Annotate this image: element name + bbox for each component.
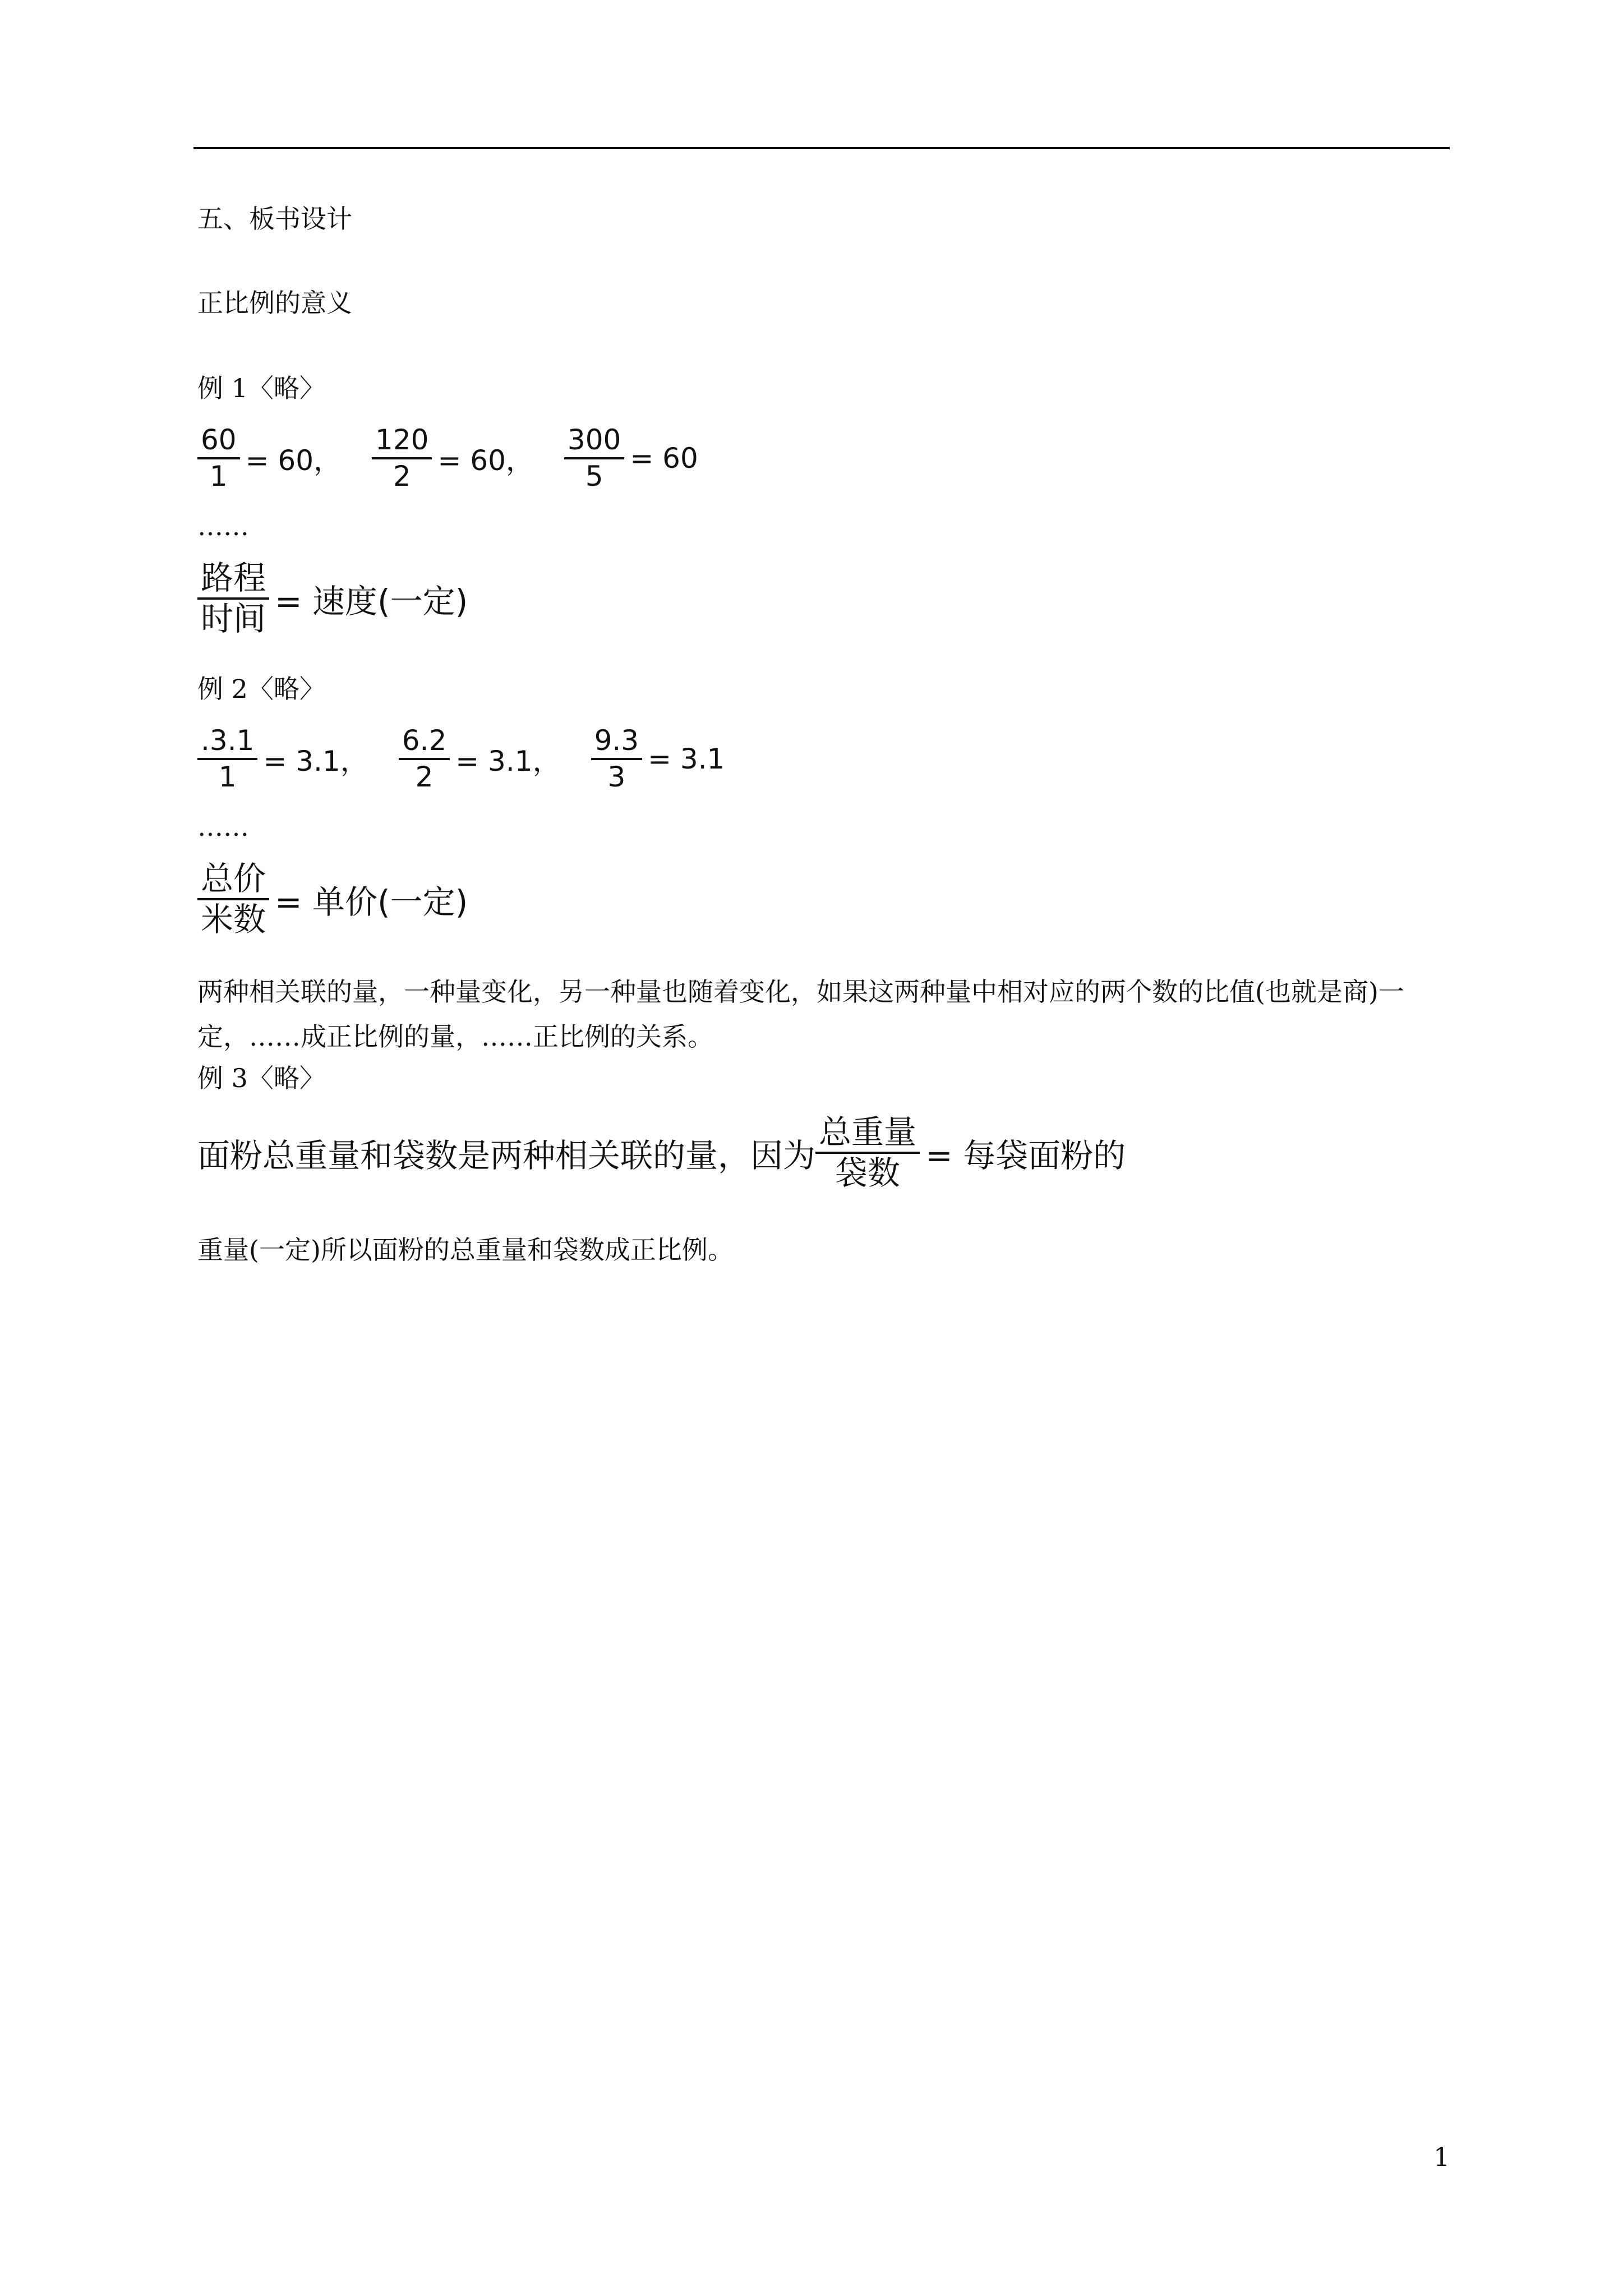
fraction-denominator: 2: [393, 459, 411, 493]
example1-fraction-1: [197, 425, 240, 491]
flour-formula-fraction: [815, 1115, 920, 1190]
example2-label: 例 2〈略〉: [197, 674, 325, 704]
example1-ellipsis: ……: [197, 511, 249, 541]
fraction-denominator: 米数: [201, 900, 266, 938]
fraction-denominator: 2: [415, 760, 434, 793]
page-number: 1: [1433, 2142, 1450, 2172]
example2-ellipsis: ……: [197, 812, 249, 842]
section-heading: 五、板书设计: [197, 204, 352, 234]
example1-label: 例 1〈略〉: [197, 373, 325, 403]
fraction-numerator: 9.3: [594, 724, 639, 757]
example3-label: 例 3〈略〉: [197, 1063, 325, 1093]
fraction-denominator: 3: [607, 760, 626, 793]
definition-paragraph: 两种相关联的量，一种量变化，另一种量也随着变化，如果这两种量中相对应的两个数的比值(也就是商)一定，……成正比例的量，……正比例的关系。: [197, 977, 1404, 1052]
fraction-numerator: 总价: [201, 859, 266, 898]
fraction-denominator: 1: [218, 760, 237, 793]
fraction-result: = 3.1，: [263, 744, 368, 777]
formula-result: = 速度(一定): [275, 582, 468, 620]
fraction-bar: [564, 457, 624, 459]
fraction-bar: [591, 758, 643, 760]
example3-prefix: 面粉总重量和袋数是两种相关联的量，因为: [197, 1136, 816, 1175]
example1-fraction-3: [564, 425, 624, 491]
example2-fractions: [197, 726, 730, 792]
example3-statement: [197, 1115, 1131, 1190]
unit-price-formula-fraction: [197, 859, 269, 938]
fraction-result: = 3.1，: [455, 744, 561, 777]
example2-fraction-3: [591, 726, 643, 792]
formula-result: = 单价(一定): [275, 882, 468, 921]
fraction-numerator: .3.1: [201, 724, 255, 757]
fraction-numerator: 6.2: [402, 724, 447, 757]
fraction-numerator: 120: [375, 424, 429, 456]
example1-formula: [197, 561, 473, 636]
example1-fraction-2: [372, 425, 432, 491]
fraction-numerator: 60: [201, 424, 237, 456]
fraction-result: = 60，: [245, 444, 342, 477]
header-rule: [193, 147, 1450, 149]
fraction-bar: [399, 758, 450, 760]
example2-fraction-2: [399, 726, 450, 792]
fraction-numerator: 总重量: [819, 1113, 917, 1151]
fraction-bar: [372, 457, 432, 459]
fraction-denominator: 袋数: [835, 1153, 901, 1192]
fraction-numerator: 300: [567, 424, 621, 456]
fraction-result: = 3.1: [648, 742, 725, 775]
example2-formula: [197, 859, 473, 938]
fraction-denominator: 1: [209, 459, 228, 493]
example2-fraction-1: [197, 726, 257, 792]
fraction-bar: [197, 758, 257, 760]
formula-result: = 每袋面粉的: [925, 1136, 1126, 1175]
speed-formula-fraction: [197, 561, 269, 636]
fraction-denominator: 时间: [201, 599, 266, 638]
example1-fractions: [197, 425, 704, 491]
fraction-result: = 60，: [437, 444, 534, 477]
fraction-result: = 60: [630, 441, 698, 475]
subtitle: 正比例的意义: [197, 288, 352, 318]
example3-conclusion: 重量(一定)所以面粉的总重量和袋数成正比例。: [197, 1235, 734, 1265]
fraction-bar: [197, 457, 240, 459]
fraction-denominator: 5: [585, 459, 603, 493]
fraction-numerator: 路程: [201, 559, 266, 597]
